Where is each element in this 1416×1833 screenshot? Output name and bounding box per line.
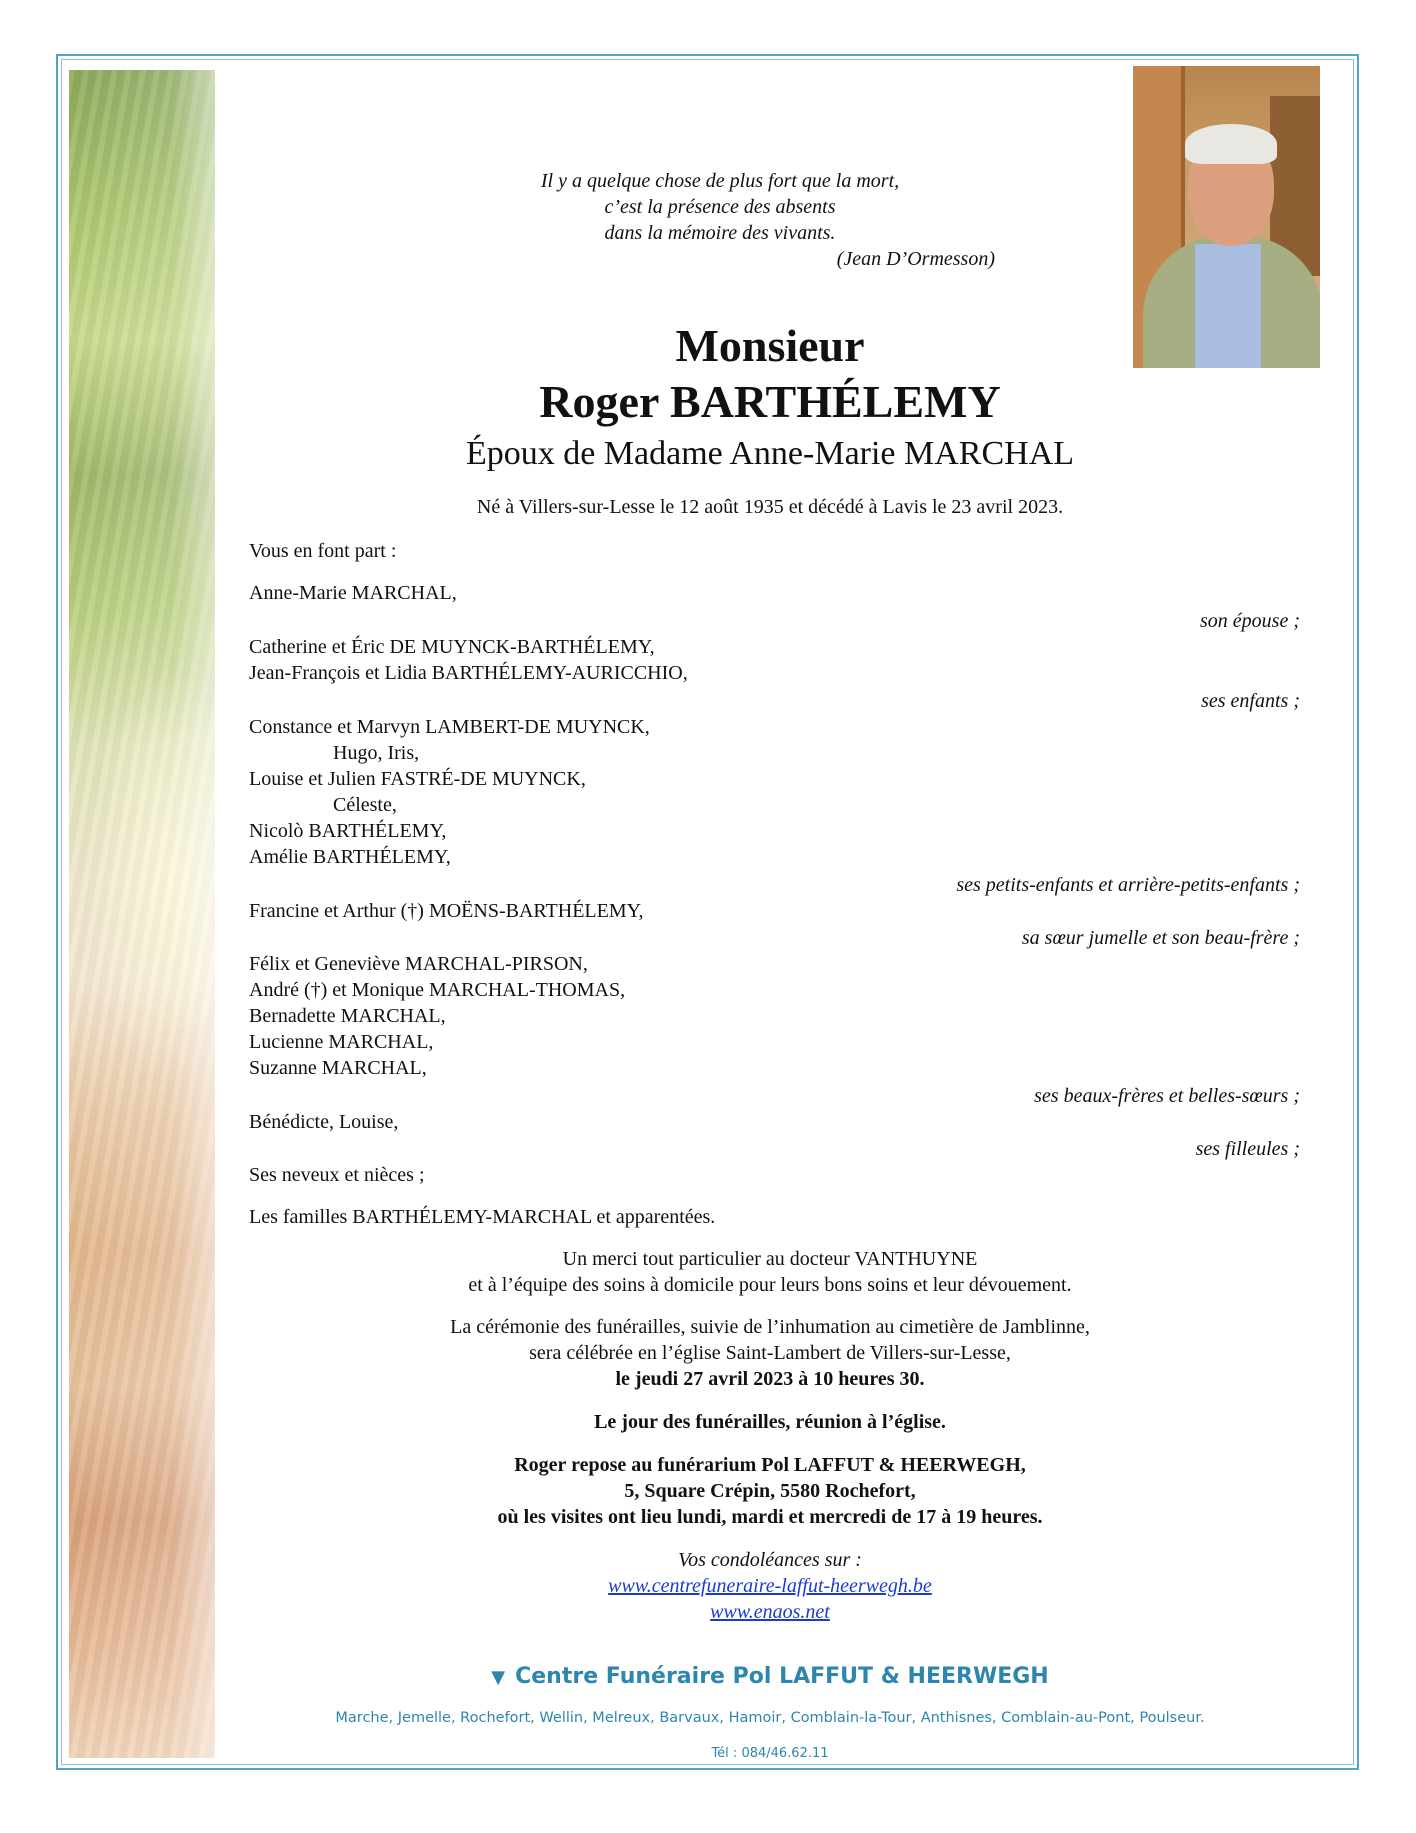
family-role: ses petits-enfants et arrière-petits-enfants ; <box>956 874 1300 896</box>
quote-author: (Jean D’Ormesson) <box>836 248 995 270</box>
ceremony-date: le jeudi 27 avril 2023 à 10 heures 30. <box>615 1368 925 1390</box>
deceased-name: Roger BARTHÉLEMY <box>539 376 1001 427</box>
condolences-label: Vos condoléances sur : <box>678 1549 862 1571</box>
family-role: ses beaux-frères et belles-sœurs ; <box>1034 1085 1300 1107</box>
family-role: ses enfants ; <box>1201 690 1300 712</box>
family-line: Hugo, Iris, <box>333 742 420 764</box>
family-line: Louise et Julien FASTRÉ-DE MUYNCK, <box>249 768 586 790</box>
meeting-info: Le jour des funérailles, réunion à l’église. <box>594 1411 946 1433</box>
family-line: Anne-Marie MARCHAL, <box>249 582 457 604</box>
rest-line: 5, Square Crépin, 5580 Rochefort, <box>624 1480 916 1502</box>
ceremony-line: La cérémonie des funérailles, suivie de l’inhumation au cimetière de Jamblinne, <box>450 1316 1090 1338</box>
family-line: Céleste, <box>333 794 397 816</box>
family-line: Bernadette MARCHAL, <box>249 1005 446 1027</box>
family-line: Les familles BARTHÉLEMY-MARCHAL et apparentées. <box>249 1206 716 1228</box>
family-line: Francine et Arthur (†) MOËNS-BARTHÉLEMY, <box>249 900 644 922</box>
family-line: Félix et Geneviève MARCHAL-PIRSON, <box>249 953 588 975</box>
family-line: Jean-François et Lidia BARTHÉLEMY-AURICCHIO, <box>249 662 688 684</box>
triangle-down-icon: ▼ <box>491 1667 506 1688</box>
quote-line: Il y a quelque chose de plus fort que la mort, <box>540 170 900 192</box>
rest-line: Roger repose au funérarium Pol LAFFUT & HEERWEGH, <box>514 1454 1026 1476</box>
deceased-title: Monsieur <box>675 320 865 371</box>
deceased-spouse: Époux de Madame Anne-Marie MARCHAL <box>465 435 1075 472</box>
family-line: Nicolò BARTHÉLEMY, <box>249 820 447 842</box>
quote-line: c’est la présence des absents <box>604 196 836 218</box>
family-line: Catherine et Éric DE MUYNCK-BARTHÉLEMY, <box>249 636 655 658</box>
funeral-center-towns: Marche, Jemelle, Rochefort, Wellin, Melreux, Barvaux, Hamoir, Comblain-la-Tour, Anthisnes, Comblain-au-Pont, Poulseur. <box>335 1710 1205 1726</box>
family-line: Constance et Marvyn LAMBERT-DE MUYNCK, <box>249 716 650 738</box>
ceremony-line: sera célébrée en l’église Saint-Lambert de Villers-sur-Lesse, <box>529 1342 1011 1364</box>
thanks-line: Un merci tout particulier au docteur VANTHUYNE <box>562 1248 978 1270</box>
funeral-center-label: Centre Funéraire Pol LAFFUT & HEERWEGH <box>515 1664 1049 1689</box>
family-line: Amélie BARTHÉLEMY, <box>249 846 451 868</box>
family-role: ses filleules ; <box>1195 1138 1300 1160</box>
family-line: Ses neveux et nièces ; <box>249 1164 425 1186</box>
condolences-link[interactable]: www.enaos.net <box>710 1601 830 1623</box>
side-image-fade <box>69 70 215 1758</box>
funeral-center-phone: Tél : 084/46.62.11 <box>711 1746 829 1761</box>
quote-block <box>440 168 1000 272</box>
family-line: Bénédicte, Louise, <box>249 1111 399 1133</box>
family-role: son épouse ; <box>1200 610 1300 632</box>
family-line: André (†) et Monique MARCHAL-THOMAS, <box>249 979 626 1001</box>
funeral-center-name <box>330 1664 1210 1689</box>
family-line: Lucienne MARCHAL, <box>249 1031 434 1053</box>
intro-text: Vous en font part : <box>249 540 397 562</box>
quote-line: dans la mémoire des vivants. <box>604 222 836 244</box>
birth-death-info: Né à Villers-sur-Lesse le 12 août 1935 et décédé à Lavis le 23 avril 2023. <box>476 496 1064 518</box>
thanks-line: et à l’équipe des soins à domicile pour leurs bons soins et leur dévouement. <box>468 1274 1072 1296</box>
family-line: Suzanne MARCHAL, <box>249 1057 427 1079</box>
family-role: sa sœur jumelle et son beau-frère ; <box>1021 927 1300 949</box>
rest-line: où les visites ont lieu lundi, mardi et mercredi de 17 à 19 heures. <box>497 1506 1043 1528</box>
condolences-link[interactable]: www.centrefuneraire-laffut-heerwegh.be <box>608 1575 932 1597</box>
